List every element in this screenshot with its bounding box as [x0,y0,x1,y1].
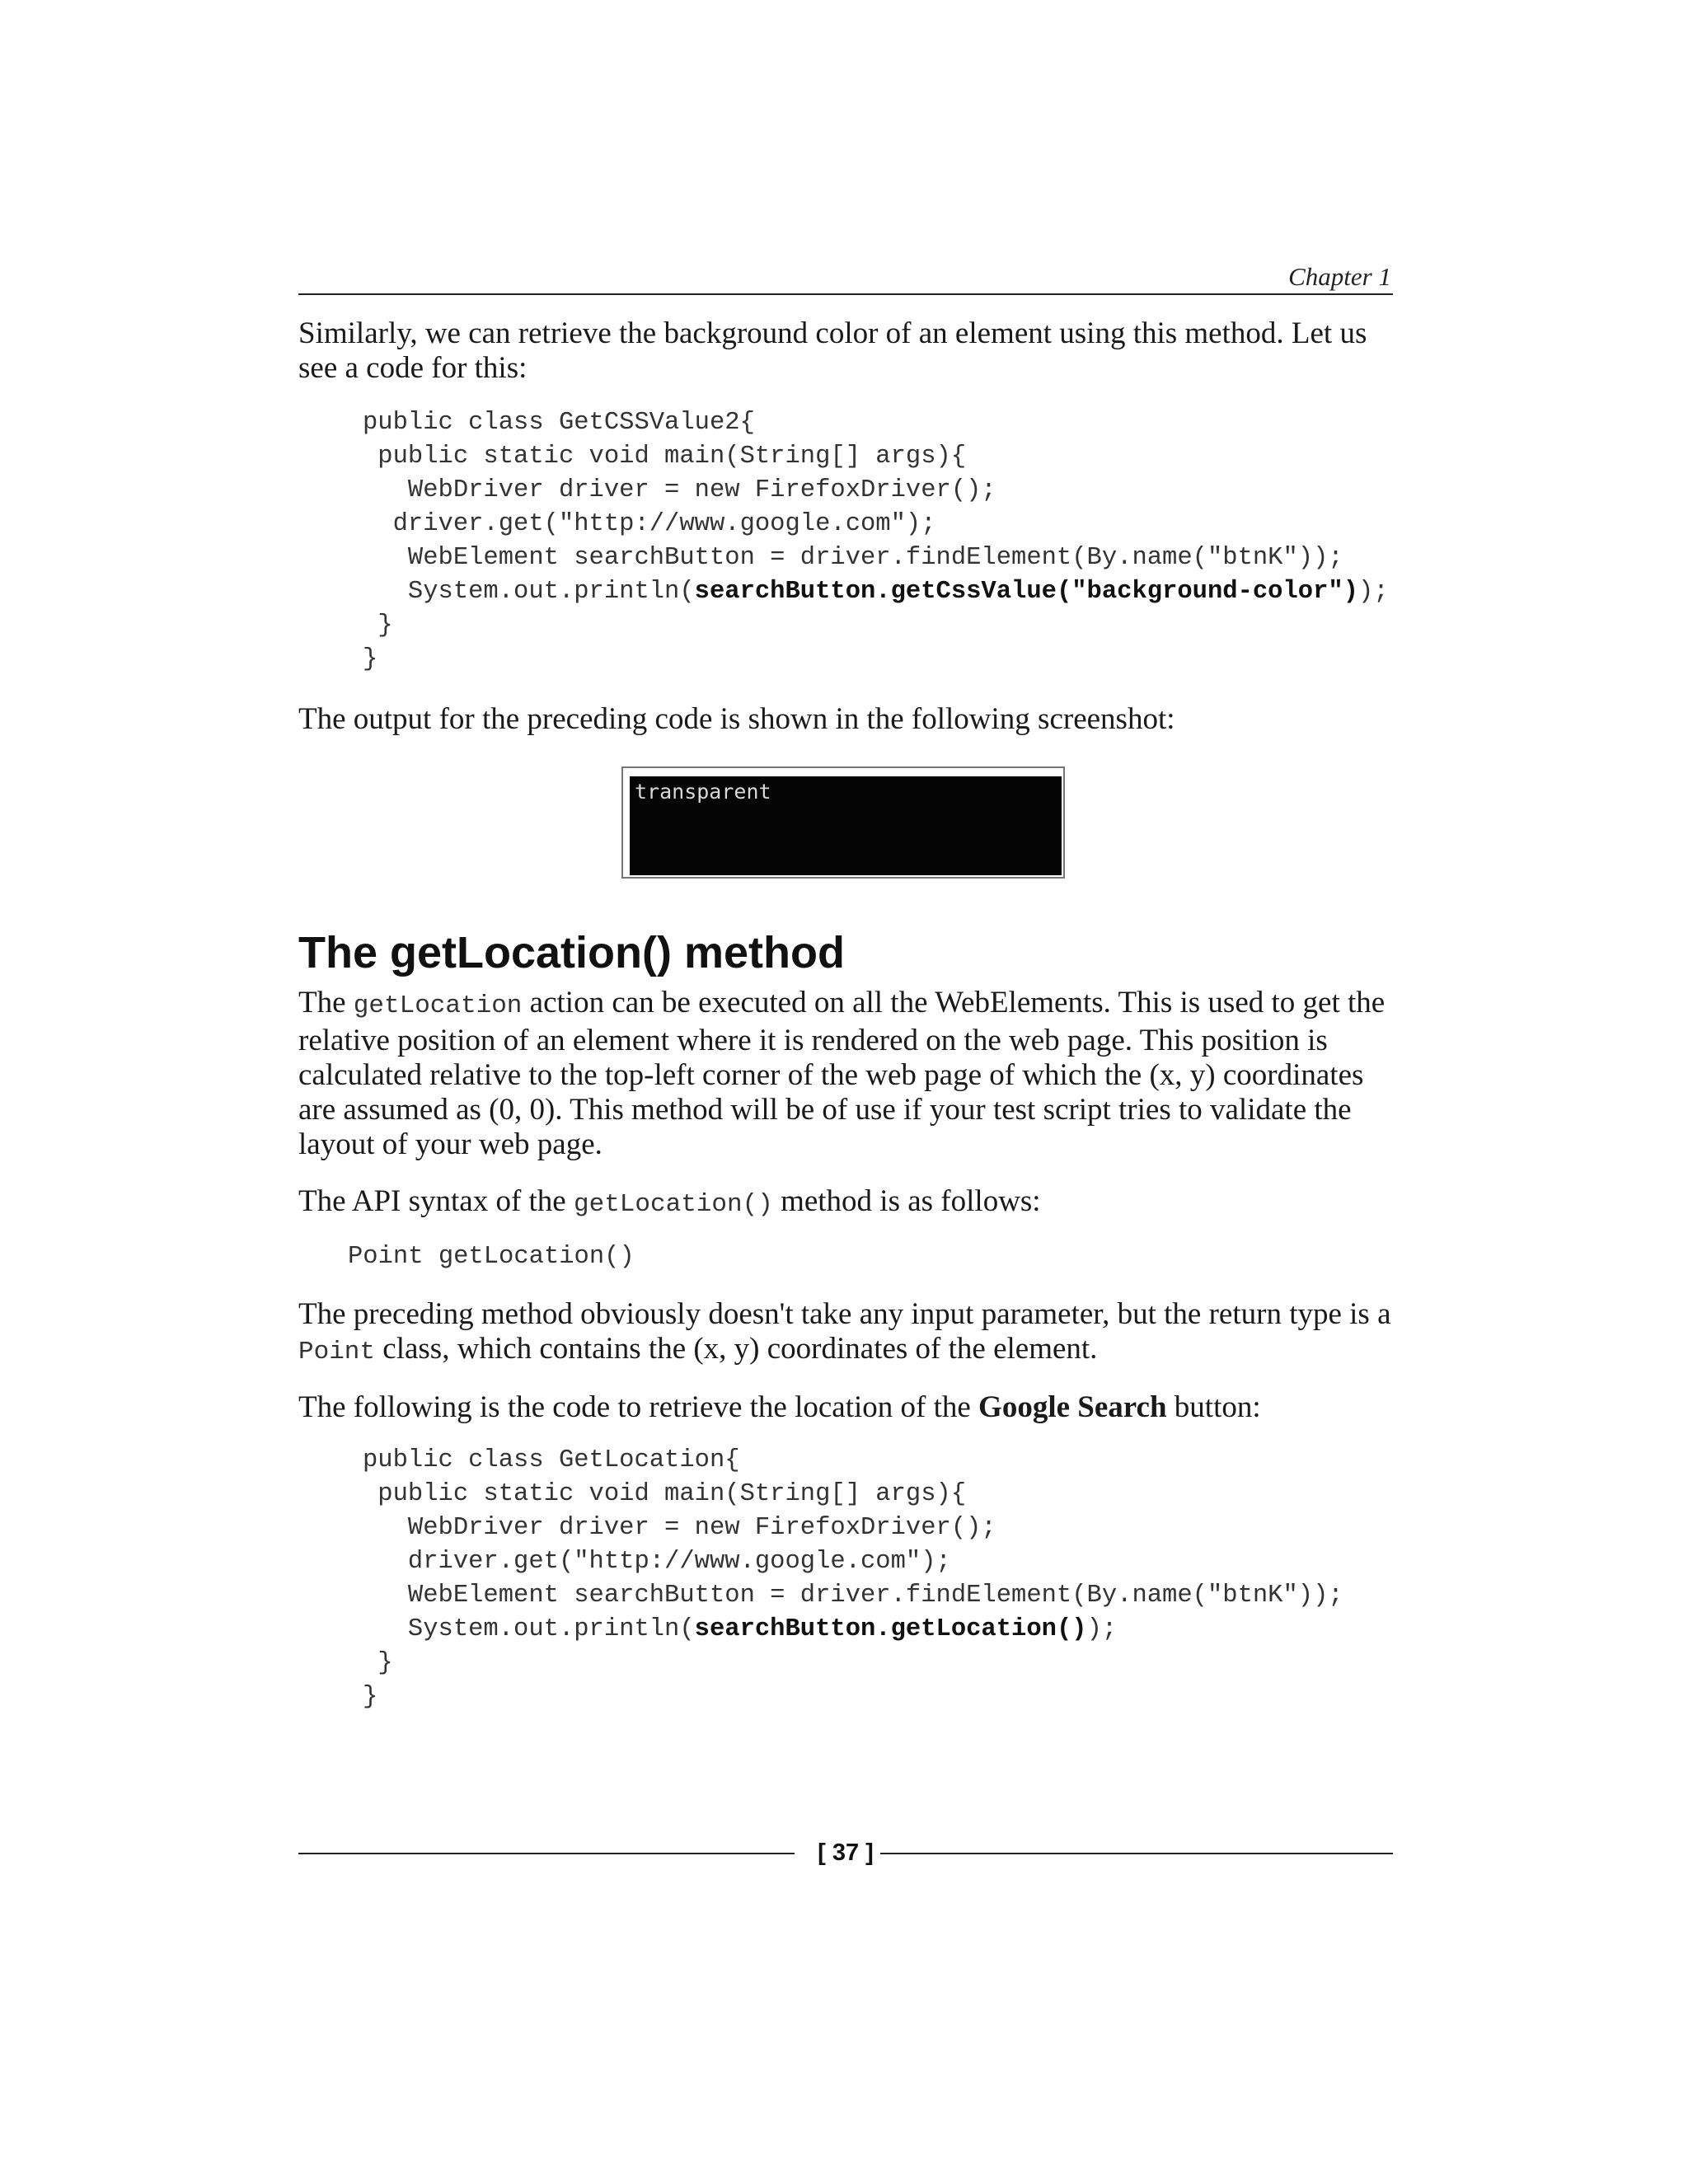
text-run: The API syntax of the [298,1184,574,1218]
code-line [363,575,1389,609]
code-line: public class GetLocation{ [363,1446,740,1474]
code-line: driver.get("http://www.google.com"); [363,1548,951,1576]
intro-paragraph: Similarly, we can retrieve the background color of an element using this method. Let us see a code for this: [298,316,1367,385]
syntax-code [348,1240,635,1274]
output-intro-paragraph: The output for the preceding code is shown in the following screenshot: [298,702,1175,736]
code-text: System.out.println( [363,578,695,606]
code-line: } [363,645,378,673]
page-number: [ 37 ] [818,1840,874,1866]
text-run: action can be executed on all the WebElements. This is used to get the relative position of an element where it is rendered on the web page. This position is calculated relative to the top-left corner of the web page of which the (x, y) coordinates are assumed as (0, 0). This method will be of use if your test script tries to validate the layout of your web page. [298,986,1386,1161]
code-text: System.out.println( [363,1615,695,1643]
text-run: The following is the code to retrieve the location of the [298,1390,979,1424]
running-header [298,262,1393,295]
book-page [298,0,1393,2184]
code-line: WebElement searchButton = driver.findElement(By.name("btnK")); [363,1582,1343,1610]
code-line: } [363,612,393,640]
return-type-paragraph [298,1297,1393,1370]
code-line: Point getLocation() [348,1243,635,1271]
text-run: The [298,986,354,1019]
console-output-screenshot [621,766,1065,879]
console-window [630,776,1062,875]
code-block-getcssvalue [363,406,1389,677]
code-text: ); [1358,578,1389,606]
console-output-text: transparent [635,780,771,804]
code-highlight: searchButton.getLocation() [694,1615,1087,1643]
section-heading: The getLocation() method [298,928,845,977]
code-text: ); [1086,1615,1118,1643]
code-line: } [363,1649,393,1677]
code-line: WebDriver driver = new FirefoxDriver(); [363,1514,996,1542]
inline-code: Point [298,1338,376,1366]
code-line: public static void main(String[] args){ [363,443,967,471]
text-run: button: [1166,1390,1261,1424]
bold-term: Google Search [978,1390,1167,1424]
text-run: method is as follows: [772,1184,1041,1218]
api-syntax-intro [298,1184,1393,1222]
code-line: WebDriver driver = new FirefoxDriver(); [363,476,996,504]
code-block-getlocation [363,1444,1343,1714]
code-line: driver.get("http://www.google.com"); [363,510,936,538]
code-line: WebElement searchButton = driver.findElement(By.name("btnK")); [363,544,1343,572]
chapter-label: Chapter 1 [1288,262,1391,291]
inline-code: getLocation [353,991,523,1020]
text-run: class, which contains the (x, y) coordinates of the element. [375,1332,1098,1366]
code-intro-paragraph [298,1390,1393,1425]
getlocation-description [298,986,1393,1162]
code-line: public class GetCSSValue2{ [363,409,755,437]
code-highlight: searchButton.getCssValue("background-color") [694,578,1359,606]
code-line: } [363,1683,378,1711]
code-line: public static void main(String[] args){ [363,1480,967,1508]
code-line [363,1613,1343,1647]
text-run: The preceding method obviously doesn't take any input parameter, but the return type is a [298,1297,1391,1331]
inline-code: getLocation() [573,1190,773,1219]
